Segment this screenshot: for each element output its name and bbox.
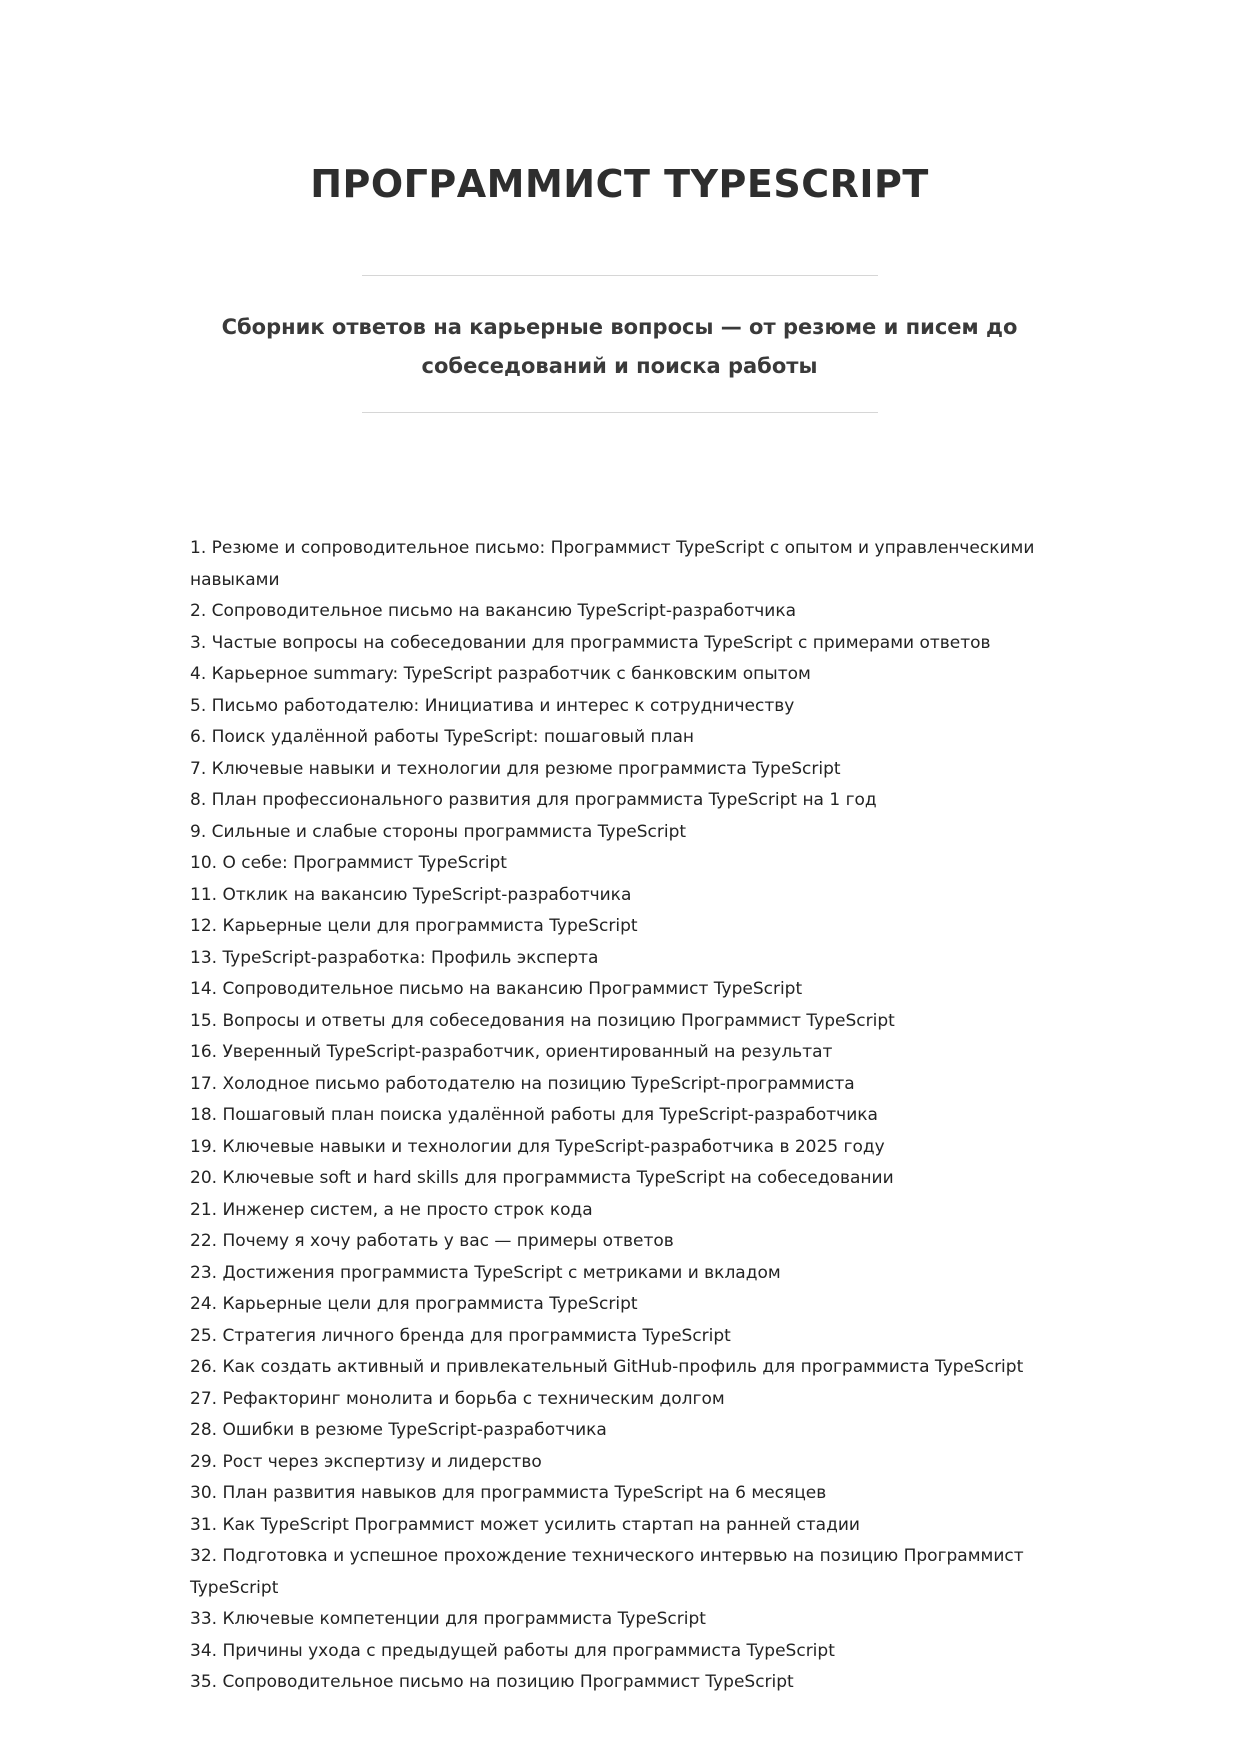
toc-item: 22. Почему я хочу работать у вас — примеры ответов bbox=[190, 1231, 674, 1251]
toc-item: 5. Письмо работодателю: Инициатива и интерес к сотрудничеству bbox=[190, 695, 795, 716]
toc-item: 19. Ключевые навыки и технологии для TypeScript-разработчика в 2025 году bbox=[190, 1136, 885, 1157]
toc-item: 24. Карьерные цели для программиста TypeScript bbox=[190, 1294, 638, 1314]
toc-item: 33. Ключевые компетенции для программиста TypeScript bbox=[190, 1609, 706, 1629]
toc-item: 2. Сопроводительное письмо на вакансию TypeScript-разработчика bbox=[190, 601, 796, 621]
toc-item: 21. Инженер систем, а не просто строк кода bbox=[190, 1199, 593, 1220]
title-divider-top bbox=[362, 275, 878, 276]
toc-item: 7. Ключевые навыки и технологии для резюме программиста TypeScript bbox=[190, 758, 841, 779]
toc-item: 20. Ключевые soft и hard skills для программиста TypeScript на собеседовании bbox=[190, 1168, 894, 1188]
toc-item: 8. План профессионального развития для программиста TypeScript на 1 год bbox=[190, 790, 877, 810]
toc-item: 4. Карьерное summary: TypeScript разработчик с банковским опытом bbox=[190, 664, 811, 684]
toc-item: 26. Как создать активный и привлекательный GitHub-профиль для программиста TypeScript bbox=[190, 1357, 1024, 1377]
table-of-contents bbox=[190, 533, 1070, 1699]
toc-item: 17. Холодное письмо работодателю на позицию TypeScript-программиста bbox=[190, 1073, 855, 1094]
toc-item: 6. Поиск удалённой работы TypeScript: пошаговый план bbox=[190, 727, 695, 747]
toc-item: 29. Рост через экспертизу и лидерство bbox=[190, 1451, 542, 1472]
toc-item: 34. Причины ухода с предыдущей работы для программиста TypeScript bbox=[190, 1640, 835, 1661]
toc-item: 12. Карьерные цели для программиста TypeScript bbox=[190, 916, 638, 936]
toc-item: 13. TypeScript-разработка: Профиль эксперта bbox=[190, 947, 599, 968]
toc-item: 15. Вопросы и ответы для собеседования на позицию Программист TypeScript bbox=[190, 1010, 895, 1031]
page-title: ПРОГРАММИСТ TYPESCRIPT bbox=[310, 162, 929, 206]
toc-item: 30. План развития навыков для программиста TypeScript на 6 месяцев bbox=[190, 1483, 827, 1503]
toc-item: 11. Отклик на вакансию TypeScript-разработчика bbox=[190, 884, 632, 905]
toc-item: 14. Сопроводительное письмо на вакансию Программист TypeScript bbox=[190, 979, 803, 999]
toc-item: 10. О себе: Программист TypeScript bbox=[190, 853, 507, 873]
toc-item: 31. Как TypeScript Программист может усилить стартап на ранней стадии bbox=[190, 1514, 860, 1535]
page-subtitle: Сборник ответов на карьерные вопросы — от резюме и писем до собеседований и поиска работы bbox=[221, 315, 1018, 378]
toc-item: 18. Пошаговый план поиска удалённой работы для TypeScript-разработчика bbox=[190, 1105, 878, 1125]
toc-item: 23. Достижения программиста TypeScript с метриками и вкладом bbox=[190, 1262, 781, 1283]
toc-item: 3. Частые вопросы на собеседовании для программиста TypeScript с примерами ответов bbox=[190, 632, 991, 653]
toc-item: 25. Стратегия личного бренда для программиста TypeScript bbox=[190, 1325, 731, 1346]
toc-item: 35. Сопроводительное письмо на позицию Программист TypeScript bbox=[190, 1672, 794, 1692]
title-divider-bottom bbox=[362, 412, 878, 413]
toc-item: 1. Резюме и сопроводительное письмо: Программист TypeScript с опытом и управленческими навыками bbox=[190, 538, 1035, 590]
toc-item: 28. Ошибки в резюме TypeScript-разработчика bbox=[190, 1420, 607, 1440]
toc-item: 27. Рефакторинг монолита и борьба с техническим долгом bbox=[190, 1388, 725, 1409]
toc-item: 9. Сильные и слабые стороны программиста TypeScript bbox=[190, 821, 687, 842]
toc-item: 16. Уверенный TypeScript-разработчик, ориентированный на результат bbox=[190, 1042, 833, 1062]
toc-item: 32. Подготовка и успешное прохождение технического интервью на позицию Программист TypeScript bbox=[190, 1546, 1024, 1598]
